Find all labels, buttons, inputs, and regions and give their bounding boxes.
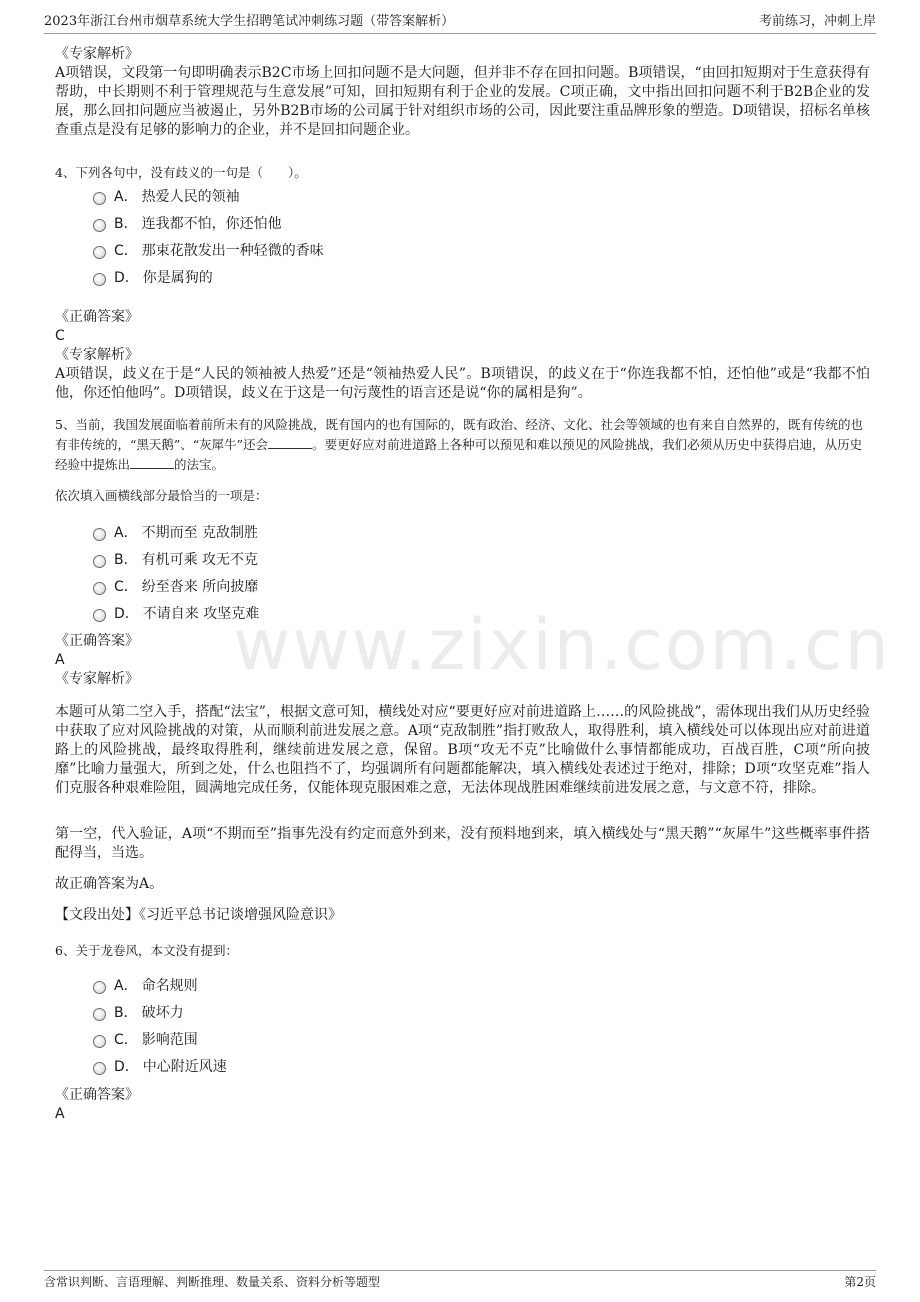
radio-icon[interactable] bbox=[93, 555, 106, 568]
option-letter: A． bbox=[114, 525, 138, 541]
radio-icon[interactable] bbox=[93, 192, 106, 205]
option-text: 破坏力 bbox=[141, 1005, 184, 1021]
q5-source: 【文段出处】《习近平总书记谈增强风险意识》 bbox=[55, 907, 342, 923]
option-text: 那束花散发出一种轻微的香味 bbox=[141, 243, 324, 259]
fill-blank bbox=[130, 457, 174, 469]
q5-answer: A bbox=[55, 652, 65, 668]
q4-analysis-label: 《专家解析》 bbox=[55, 347, 139, 363]
option-text: 纷至沓来 所向披靡 bbox=[141, 579, 259, 595]
option-text: 连我都不怕，你还怕他 bbox=[141, 216, 282, 232]
option-text: 有机可乘 攻无不克 bbox=[141, 552, 259, 568]
q5-question bbox=[55, 415, 870, 475]
q5-question-part3: 的法宝。 bbox=[174, 457, 225, 472]
option-letter: A． bbox=[114, 189, 138, 205]
q4-answer: C bbox=[55, 328, 65, 344]
q4-option-b[interactable] bbox=[93, 213, 282, 233]
option-text: 热爱人民的领袖 bbox=[141, 189, 240, 205]
option-text: 影响范围 bbox=[141, 1032, 198, 1048]
radio-icon[interactable] bbox=[93, 1035, 106, 1048]
option-letter: C． bbox=[114, 1032, 138, 1048]
q5-conclusion: 故正确答案为A。 bbox=[55, 876, 164, 892]
q6-option-a[interactable] bbox=[93, 975, 198, 995]
q5-instruction: 依次填入画横线部分最恰当的一项是： bbox=[55, 488, 268, 503]
option-text: 你是属狗的 bbox=[142, 270, 213, 286]
q6-answer: A bbox=[55, 1106, 65, 1122]
q4-analysis-text: A项错误，歧义在于是“人民的领袖被人热爱”还是“领袖热爱人民”。B项错误，的歧义在于“你连我都不怕，还怕他”或是“我都不怕他，你还怕他吗”。D项错误，歧义在于这是一句污蔑性的语言还是说“你的属相是狗”。 bbox=[55, 366, 870, 401]
option-text: 不期而至 克敌制胜 bbox=[141, 525, 259, 541]
q5-answer-label: 《正确答案》 bbox=[55, 633, 139, 649]
watermark: www.zixin.com.cn bbox=[233, 604, 891, 686]
q4-option-d[interactable] bbox=[93, 267, 213, 287]
document-title: 2023年浙江台州市烟草系统大学生招聘笔试冲刺练习题（带答案解析） bbox=[44, 14, 455, 29]
radio-icon[interactable] bbox=[93, 273, 106, 286]
option-letter: D． bbox=[114, 606, 139, 622]
option-letter: B． bbox=[114, 216, 138, 232]
option-letter: A． bbox=[114, 978, 138, 994]
q4-question: 4、下列各句中，没有歧义的一句是（ ）。 bbox=[55, 165, 307, 180]
option-text: 不请自来 攻坚克难 bbox=[142, 606, 260, 622]
q4-option-a[interactable] bbox=[93, 186, 240, 206]
option-letter: B． bbox=[114, 1005, 138, 1021]
option-letter: C． bbox=[114, 243, 138, 259]
radio-icon[interactable] bbox=[93, 981, 106, 994]
q3-analysis-text: A项错误，文段第一句即明确表示B2C市场上回扣问题不是大问题，但并非不存在回扣问题。B项错误，“由回扣短期对于生意获得有帮助，中长期则不利于管理规范与生意发展”可知，回扣短期有利于企业的发展。C项正确，文中指出回扣问题不利于B2B企业的发展，那么回扣问题应当被遏止，另外B2B市场的公司属于针对组织市场的公司，因此要注重品牌形象的塑造。D项错误，招标名单核查重点是没有足够的影响力的企业，并不是回扣问题企业。 bbox=[55, 65, 870, 138]
radio-icon[interactable] bbox=[93, 219, 106, 232]
radio-icon[interactable] bbox=[93, 528, 106, 541]
header-slogan: 考前练习，冲刺上岸 bbox=[758, 14, 876, 29]
page-number: 第2页 bbox=[844, 1275, 876, 1289]
q5-option-b[interactable] bbox=[93, 549, 258, 569]
radio-icon[interactable] bbox=[93, 246, 106, 259]
option-letter: D． bbox=[114, 1059, 139, 1075]
q4-answer-label: 《正确答案》 bbox=[55, 309, 139, 325]
fill-blank bbox=[268, 437, 312, 449]
q6-option-b[interactable] bbox=[93, 1002, 184, 1022]
option-text: 命名规则 bbox=[141, 978, 198, 994]
page-header bbox=[44, 10, 876, 34]
q6-question: 6、关于龙卷风，本文没有提到： bbox=[55, 943, 238, 958]
option-letter: D． bbox=[114, 270, 139, 286]
option-text: 中心附近风速 bbox=[142, 1059, 227, 1075]
q5-option-d[interactable] bbox=[93, 603, 259, 623]
q6-option-c[interactable] bbox=[93, 1029, 198, 1049]
radio-icon[interactable] bbox=[93, 582, 106, 595]
radio-icon[interactable] bbox=[93, 1062, 106, 1075]
q3-analysis-label: 《专家解析》 bbox=[55, 46, 139, 62]
q5-analysis-p2: 第一空，代入验证，A项“不期而至”指事先没有约定而意外到来，没有预料地到来，填入横线处与“黑天鹅”“灰犀牛”这些概率事件搭配得当，当选。 bbox=[55, 826, 870, 861]
q5-question-part1: 5、当前，我国发展面临着前所未有的风险挑战，既有国内的也有国际的，既有政治、经济、文化、社会等领域的也有来自自然界的，既有传统的也有非传统的，“黑天鹅”、“灰犀牛”还会 bbox=[55, 417, 863, 452]
q5-analysis-p1: 本题可从第二空入手，搭配“法宝”，根据文意可知，横线处对应“要更好应对前进道路上……的风险挑战”，需体现出我们从历史经验中获取了应对风险挑战的对策，从而顺利前进发展之意。A项“克敌制胜”指打败敌人，取得胜利，填入横线处可以体现出应对前进道路上的风险挑战，最终取得胜利，继续前进发展之意，保留。B项“攻无不克”比喻做什么事情都能成功，百战百胜，C项“所向披靡”比喻力量强大，所到之处，什么也阻挡不了，均强调所有问题都能解决，填入横线处表述过于绝对，排除；D项“攻坚克难”指人们克服各种艰难险阻，圆满地完成任务，仅能体现克服困难之意，无法体现战胜困难继续前进发展之意，与文意不符，排除。 bbox=[55, 704, 870, 796]
footer-topics: 含常识判断、言语理解、判断推理、数量关系、资料分析等题型 bbox=[44, 1275, 381, 1289]
q4-option-c[interactable] bbox=[93, 240, 324, 260]
q5-analysis-label: 《专家解析》 bbox=[55, 671, 139, 687]
radio-icon[interactable] bbox=[93, 609, 106, 622]
q5-option-c[interactable] bbox=[93, 576, 258, 596]
q5-question-part2: 。要更好应对前进道路上各种可以预见和难以预见的风险挑战，我们必须从历史中获得启迪，从历史经验中提炼出 bbox=[55, 437, 863, 472]
option-letter: B． bbox=[114, 552, 138, 568]
q6-answer-label: 《正确答案》 bbox=[55, 1087, 139, 1103]
option-letter: C． bbox=[114, 579, 138, 595]
q5-option-a[interactable] bbox=[93, 522, 258, 542]
radio-icon[interactable] bbox=[93, 1008, 106, 1021]
page-footer bbox=[44, 1270, 876, 1290]
q6-option-d[interactable] bbox=[93, 1056, 227, 1076]
